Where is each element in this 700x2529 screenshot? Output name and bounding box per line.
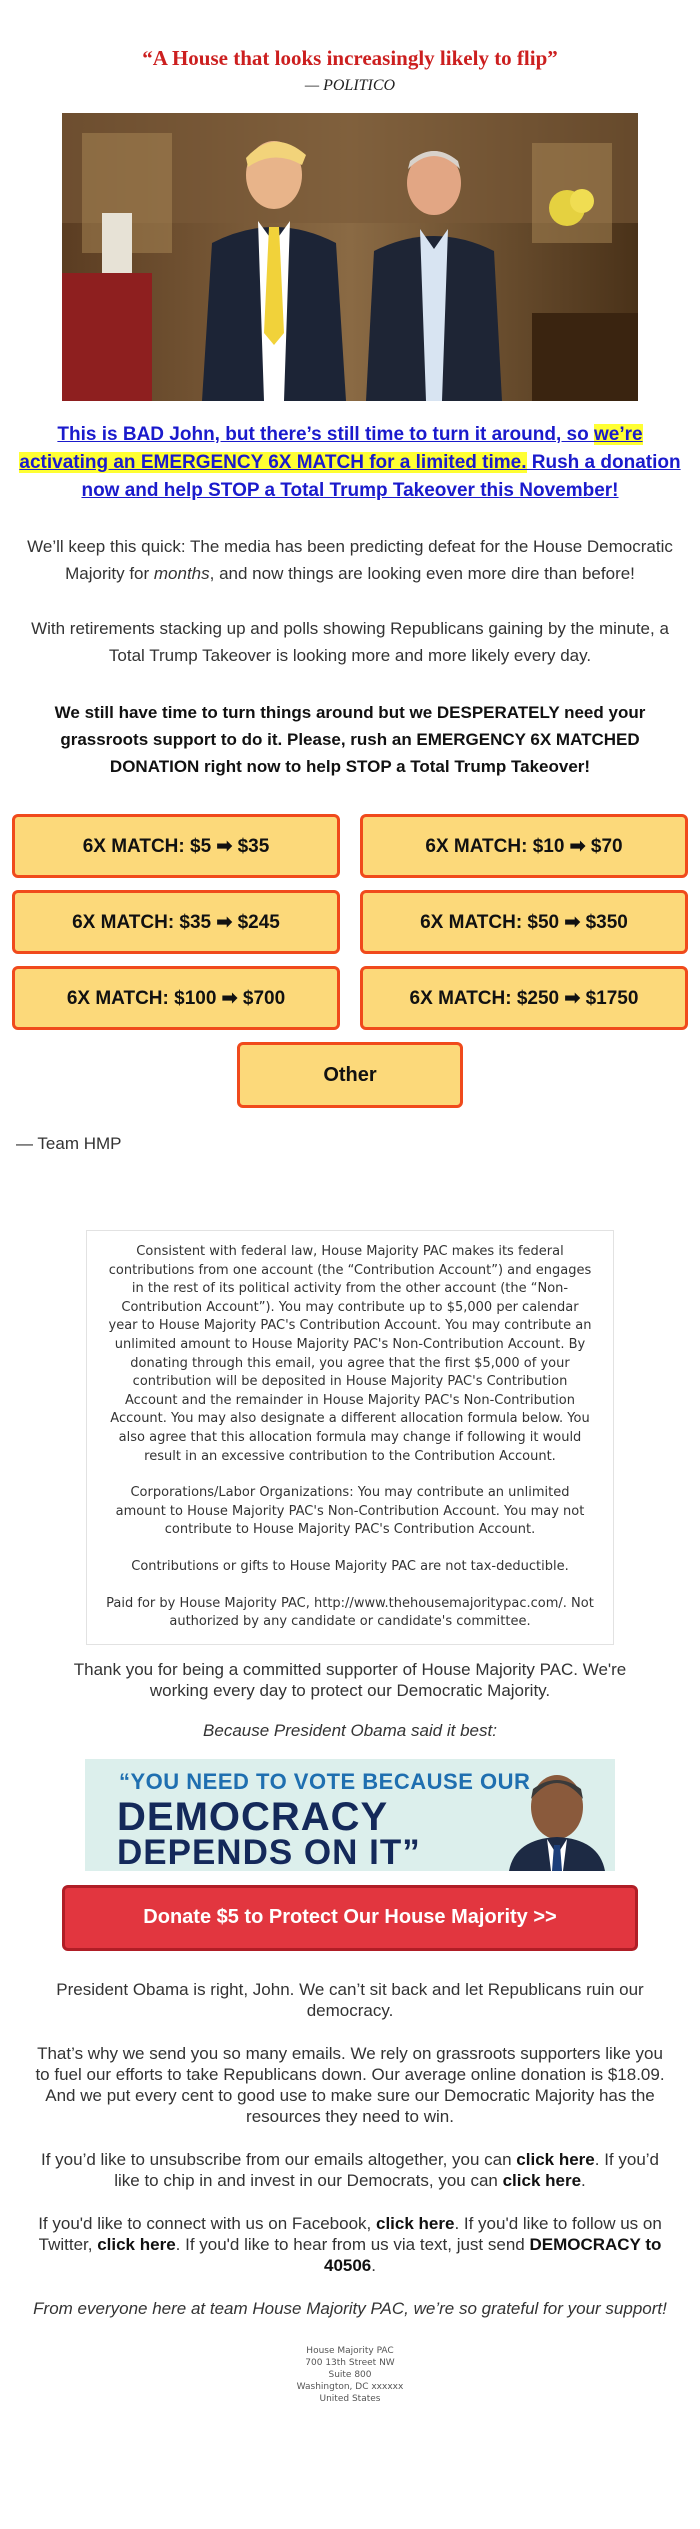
banner-line-1: “YOU NEED TO VOTE BECAUSE OUR [119,1768,531,1794]
intro-paragraph-3: We still have time to turn things around but we DESPERATELY need your grassroots support to do it. Please, rush an EMERGENCY 6X MATCHED DONATION right now to help STOP a Total Trump Takeover! [54,703,646,776]
mailing-address [0,2345,700,2405]
closing-paragraph-5: From everyone here at team House Majority PAC, we’re so grateful for your support! [33,2298,667,2318]
unsubscribe-link[interactable]: click here [516,2149,595,2169]
legal-paragraph-2: Corporations/Labor Organizations: You may contribute an unlimited amount to House Majority PAC's Non-Contribution Account. You may not contribute to House Majority PAC's Contribution Account. [115,1485,585,1538]
closing-paragraph-3: If you’d like to unsubscribe from our emails altogether, you can click here. If you’d like to chip in and invest in our Democrats, you can click here. [40,2149,660,2190]
address-line-4: Washington, DC xxxxxx [296,2381,404,2392]
intro-paragraph-1: We’ll keep this quick: The media has been predicting defeat for the House Democratic Majority for months, and now things are looking even more dire than before! [27,537,673,583]
address-line-1: House Majority PAC [306,2345,394,2356]
legal-paragraph-3: Contributions or gifts to House Majority PAC are not tax-deductible. [131,1558,569,1574]
donate-35-button[interactable]: 6X MATCH: $35 ➡ $245 [12,890,340,954]
twitter-link[interactable]: click here [97,2234,176,2254]
hero-photo[interactable] [62,113,638,401]
obama-portrait-illustration [485,1759,615,1871]
address-line-3: Suite 800 [328,2369,372,2380]
headline-highlight: we’re activating an EMERGENCY 6X MATCH for a limited time. [19,424,643,473]
hero-photo-illustration [62,113,638,401]
signature: — Team HMP [16,1134,122,1153]
headline-part1: This is BAD John, but there’s still time to turn it around, so [57,424,594,445]
donate-50-button[interactable]: 6X MATCH: $50 ➡ $350 [360,890,688,954]
headline-part2: Rush a donation now and help STOP a Total Trump Takeover this November! [81,452,681,501]
banner-line-3: DEPENDS ON IT” [117,1832,421,1871]
donate-5-button[interactable]: 6X MATCH: $5 ➡ $35 [12,814,340,878]
paid-for-by: Paid for by House Majority PAC, http://www.thehousemajoritypac.com/. Not authorized by any candidate or candidate's committee. [106,1595,594,1630]
democracy-banner[interactable] [85,1759,615,1871]
closing-paragraph-2: That’s why we send you so many emails. We rely on grassroots supporters like you to fuel our efforts to take Republicans down. Our average online donation is $18.09. And we put every cent to good use to make sure our Democratic Majority has the resources they need to win. [35,2043,665,2126]
quote-attribution: — POLITICO [304,77,396,94]
banner-line-2: DEMOCRACY [117,1794,389,1839]
legal-disclaimer [86,1230,614,1645]
legal-paragraph-1: Consistent with federal law, House Majority PAC makes its federal contributions from one account (the “Contribution Account”) and engages in the rest of its political activity from the other account (the “Non-Contribution Account”). You may contribute up to $5,000 per calendar year to House Majority PAC's Contribution Account. You may contribute an unlimited amount to House Majority PAC's Non-Contribution Account. By donating through this email, you agree that the first $5,000 of your contribution will be deposited in House Majority PAC's Contribution Account and the remainder in House Majority PAC's Non-Contribution Account. You may also designate a different allocation formula below. You also agree that this allocation formula may change if following it would result in an excessive contribution to the Contribution Account. [108,1244,592,1464]
donate-250-button[interactable]: 6X MATCH: $250 ➡ $1750 [360,966,688,1030]
address-line-5: United States [319,2393,381,2404]
donation-button-grid [12,814,688,1030]
press-quote: “A House that looks increasingly likely to flip” [142,46,558,70]
headline-link[interactable] [0,421,700,505]
obama-intro: Because President Obama said it best: [203,1720,497,1740]
chip-in-link[interactable]: click here [502,2170,582,2190]
donate-cta-button[interactable]: Donate $5 to Protect Our House Majority >> [62,1885,638,1951]
other-button-wrap [0,1042,700,1108]
address-line-2: 700 13th Street NW [305,2357,395,2368]
closing-paragraph-1: President Obama is right, John. We can’t sit back and let Republicans ruin our democracy. [56,1979,644,2020]
intro-paragraph-2: With retirements stacking up and polls showing Republicans gaining by the minute, a Total Trump Takeover is looking more and more likely every day. [31,619,669,665]
donate-100-button[interactable]: 6X MATCH: $100 ➡ $700 [12,966,340,1030]
donate-10-button[interactable]: 6X MATCH: $10 ➡ $70 [360,814,688,878]
thanks-paragraph: Thank you for being a committed supporter of House Majority PAC. We're working every day to protect our Democratic Majority. [73,1659,627,1700]
closing-paragraph-4: If you'd like to connect with us on Facebook, click here. If you'd like to follow us on Twitter, click here. If you'd like to hear from us via text, just send DEMOCRACY to 40506. [38,2213,662,2275]
donate-other-button[interactable]: Other [237,1042,463,1108]
facebook-link[interactable]: click here [375,2213,455,2233]
text-keyword: DEMOCRACY to 40506 [323,2234,662,2275]
